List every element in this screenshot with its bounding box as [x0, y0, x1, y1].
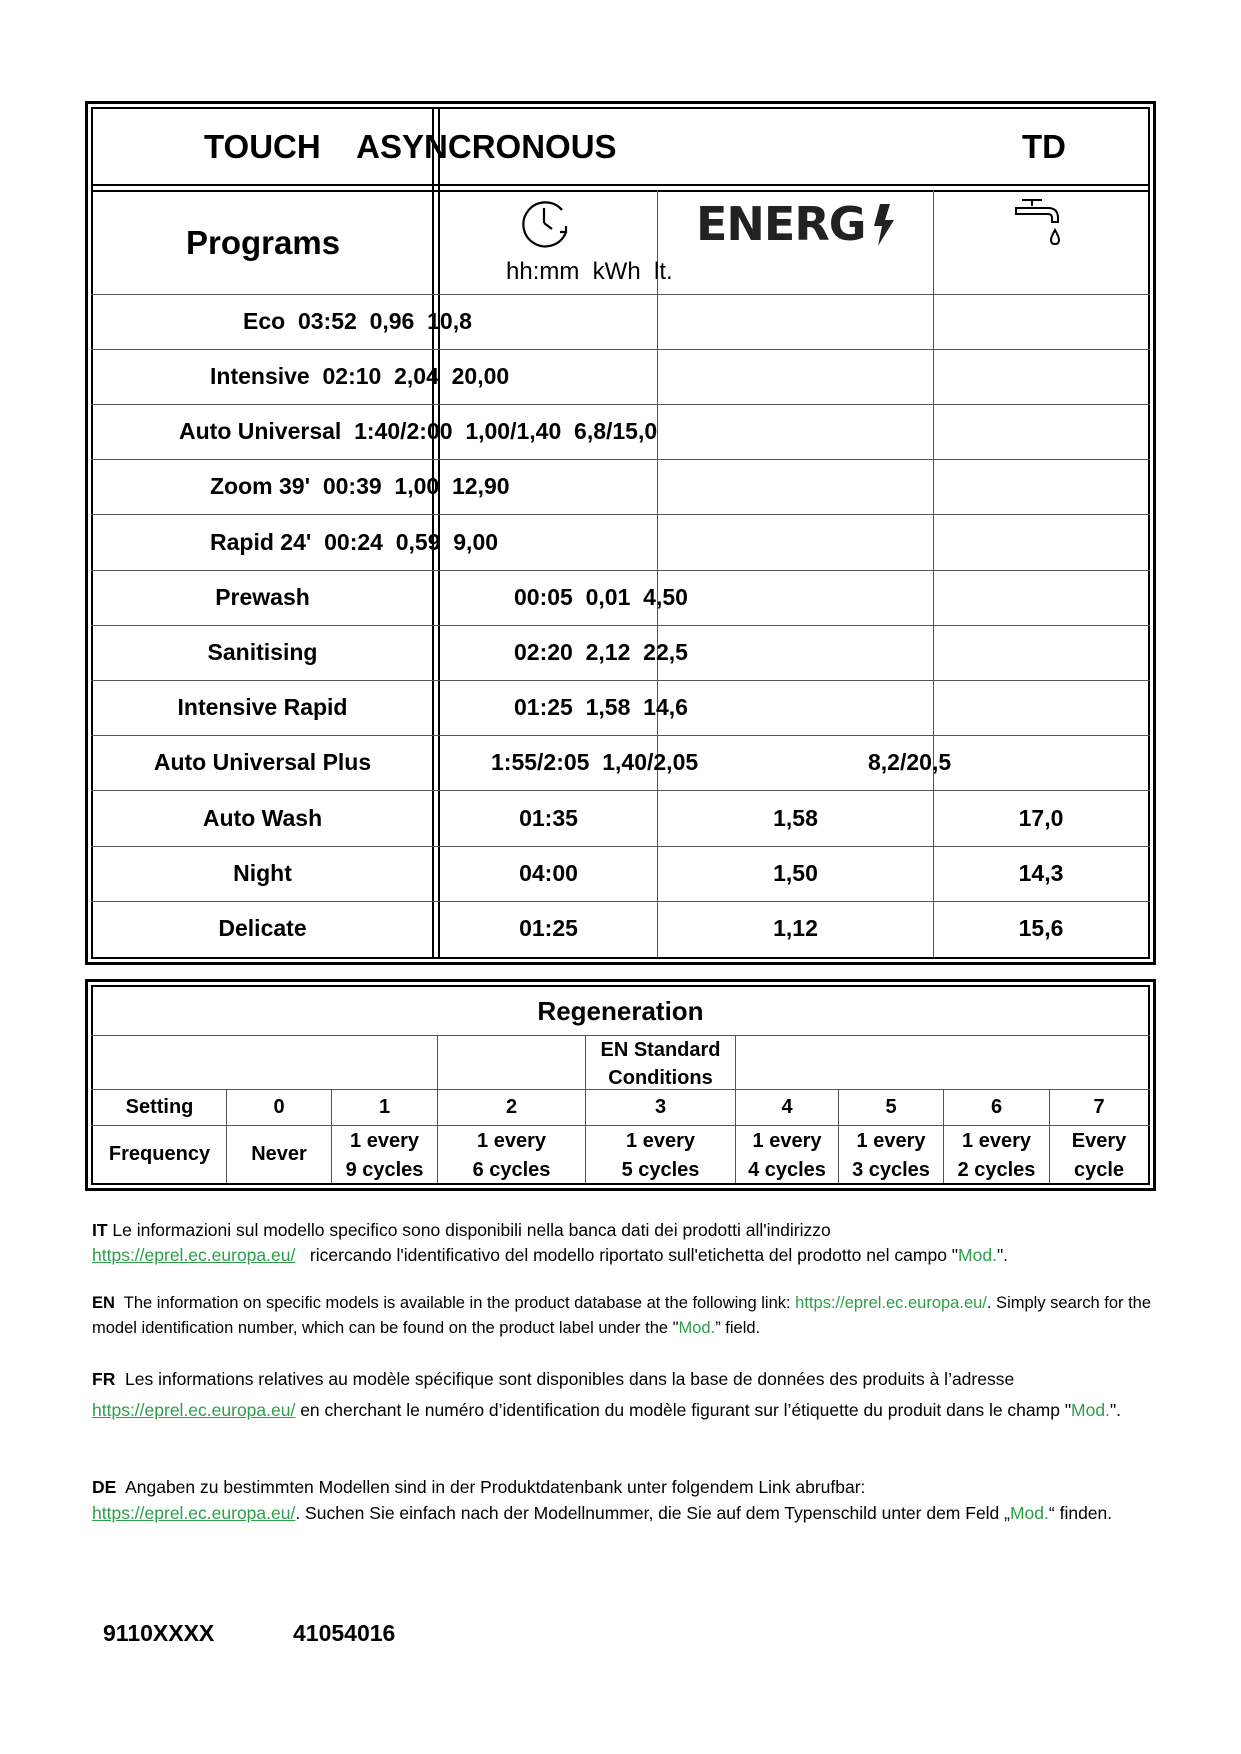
- frequency-value: 1 every 5 cycles: [621, 1130, 700, 1181]
- program-values: 02:20 2,12 22,5: [514, 639, 688, 665]
- frequency-label: Frequency: [108, 1143, 211, 1165]
- eprel-link[interactable]: https://eprel.ec.europa.eu/: [92, 1245, 296, 1265]
- program-values: 00:05 0,01 4,50: [514, 584, 688, 610]
- program-name: Auto Universal Plus: [153, 749, 372, 775]
- program-row-rapid: Rapid 24' 00:24 0,59 9,00: [210, 529, 499, 555]
- en-standard-label: EN Standard Conditions: [600, 1039, 721, 1089]
- program-name: Night: [233, 860, 292, 886]
- setting-value: 0: [273, 1096, 285, 1118]
- program-row-auto-universal: Auto Universal 1:40/2:00 1,00/1,40 6,8/15,0: [179, 418, 658, 444]
- frequency-value: 1 every 6 cycles: [472, 1130, 551, 1181]
- note-de: DE Angaben zu bestimmten Modellen sind in der Produktdatenbank unter folgendem Link abrufbar: https://eprel.ec.europa.eu/. Suchen Sie einfach nach der Modellnummer, die Sie auf dem Typenschild unter dem Feld „Mod.“ finden.: [92, 1477, 1113, 1523]
- setting-value: 5: [885, 1096, 897, 1118]
- program-name: Delicate: [218, 915, 307, 941]
- program-time: 01:25: [519, 915, 578, 941]
- model-code: TD: [1022, 128, 1066, 165]
- program-water: 17,0: [1018, 805, 1064, 831]
- program-name: Prewash: [215, 584, 310, 610]
- program-name: Auto Wash: [202, 805, 323, 831]
- eprel-link[interactable]: https://eprel.ec.europa.eu/: [92, 1503, 296, 1523]
- units-label: hh:mm kWh lt.: [506, 258, 673, 285]
- frequency-value: 1 every 9 cycles: [345, 1130, 424, 1181]
- program-water: 14,3: [1018, 860, 1064, 886]
- setting-value: 4: [781, 1096, 793, 1118]
- program-energy: 1,12: [773, 915, 818, 941]
- svg-text:ENERG: ENERG: [696, 198, 866, 248]
- program-row-zoom: Zoom 39' 00:39 1,00 12,90: [210, 473, 510, 499]
- programs-heading: Programs: [186, 224, 341, 261]
- setting-value: 1: [378, 1096, 391, 1118]
- program-time: 01:35: [519, 805, 578, 831]
- note-fr: FR Les informations relatives au modèle spécifique sont disponibles dans la base de données des produits à l’adresse https://eprel.ec.europa.eu/ en cherchant le numéro d’identification du modèle figurant sur l’étiquette du produit dans le champ "Mod.".: [92, 1369, 1122, 1420]
- program-time: 04:00: [519, 860, 578, 886]
- setting-label: Setting: [125, 1096, 194, 1118]
- program-row-intensive: Intensive 02:10 2,04 20,00: [210, 363, 510, 389]
- document-code: 41054016: [293, 1620, 396, 1646]
- program-values: 1:55/2:05 1,40/2,05: [491, 749, 699, 775]
- program-name: Sanitising: [207, 639, 318, 665]
- program-energy: 1,58: [773, 805, 818, 831]
- program-name: Intensive Rapid: [177, 694, 348, 720]
- energy-logo: [696, 198, 901, 248]
- clock-icon: [518, 196, 576, 248]
- note-en: EN The information on specific models is available in the product database at the following link: https://eprel.ec.europa.eu/. Simply search for the model identification number, which can be found on the product label under the "Mod.” field.: [92, 1294, 1152, 1337]
- frequency-value: 1 every 2 cycles: [957, 1130, 1036, 1181]
- program-water: 15,6: [1018, 915, 1064, 941]
- setting-value: 3: [654, 1096, 667, 1118]
- frequency-value: Never: [251, 1143, 307, 1165]
- note-it: IT Le informazioni sul modello specifico sono disponibili nella banca dati dei prodotti all'indirizzo https://eprel.ec.europa.eu/ ricercando l'identificativo del modello riportato sull'etichetta del prodotto nel campo "Mod.".: [92, 1220, 1009, 1265]
- product-code: 9110XXXX: [103, 1620, 215, 1646]
- eprel-link[interactable]: https://eprel.ec.europa.eu/: [92, 1400, 296, 1420]
- program-values: 01:25 1,58 14,6: [514, 694, 688, 720]
- frequency-value: Every cycle: [1071, 1130, 1127, 1181]
- table-title: TOUCH ASYNCRONOUS: [204, 128, 617, 165]
- regeneration-title: Regeneration: [537, 996, 704, 1026]
- frequency-value: 1 every 4 cycles: [748, 1130, 826, 1181]
- frequency-value: 1 every 3 cycles: [852, 1130, 930, 1181]
- eprel-link[interactable]: https://eprel.ec.europa.eu/: [795, 1294, 987, 1312]
- setting-value: 7: [1093, 1096, 1105, 1118]
- setting-value: 6: [990, 1096, 1003, 1118]
- program-energy: 1,50: [773, 860, 818, 886]
- program-water: 8,2/20,5: [868, 749, 952, 775]
- program-row-eco: Eco 03:52 0,96 10,8: [243, 308, 472, 334]
- setting-value: 2: [505, 1096, 518, 1118]
- water-tap-icon: [1014, 194, 1070, 254]
